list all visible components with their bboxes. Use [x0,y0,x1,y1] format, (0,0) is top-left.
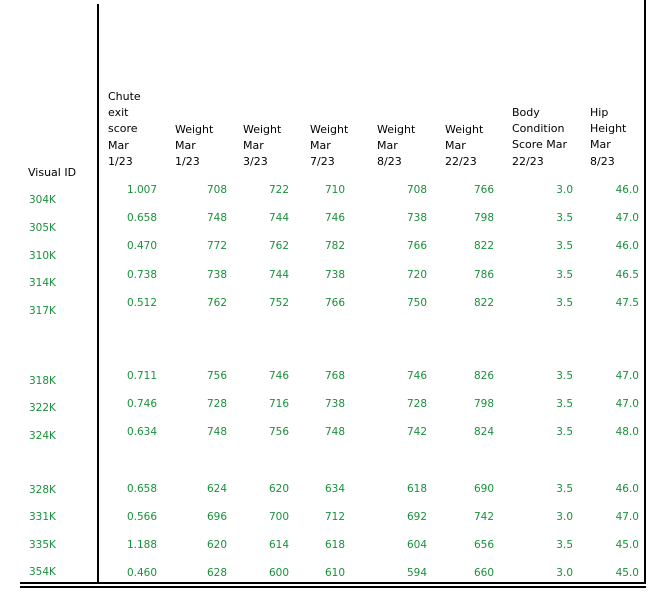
cell-body-condition-score: 3.5 [556,398,573,410]
header-visual-id: Visual ID [28,166,77,179]
cell-weight-mar-1: 624 [206,483,227,495]
cell-weight-mar-22: 786 [473,269,494,281]
cell-weight-mar-1: 762 [206,297,227,309]
cell-weight-mar-3: 746 [268,370,289,382]
cell-weight-mar-7: 610 [324,567,345,579]
cell-body-condition-score: 3.5 [556,212,573,224]
cell-chute-exit-score: 0.634 [126,426,157,438]
header-weight-mar-3: Weight Mar 3/23 [243,123,282,169]
cell-weight-mar-22: 798 [473,212,494,224]
bottom-border-bottom [20,586,646,588]
cell-weight-mar-3: 700 [268,511,289,523]
cell-chute-exit-score: 1.188 [126,539,157,551]
cell-hip-height: 47.0 [615,511,639,523]
cell-weight-mar-3: 744 [268,212,289,224]
cell-weight-mar-3: 722 [268,184,289,196]
cell-chute-exit-score: 0.566 [126,511,157,523]
cell-body-condition-score: 3.0 [556,184,573,196]
cell-weight-mar-3: 600 [268,567,289,579]
cell-chute-exit-score: 0.746 [126,398,157,410]
cell-body-condition-score: 3.5 [556,240,573,252]
header-weight-mar-7: Weight Mar 7/23 [310,123,349,169]
cell-weight-mar-3: 614 [268,539,289,551]
cell-chute-exit-score: 0.658 [126,212,157,224]
bottom-border-top [20,582,646,584]
cell-weight-mar-1: 696 [206,511,227,523]
cell-weight-mar-7: 768 [324,370,345,382]
cell-weight-mar-7: 746 [324,212,345,224]
cell-weight-mar-22: 822 [473,297,494,309]
cell-hip-height: 46.5 [615,269,639,281]
cell-weight-mar-22: 822 [473,240,494,252]
column-divider [97,4,99,582]
cell-weight-mar-1: 772 [206,240,227,252]
cell-body-condition-score: 3.0 [556,511,573,523]
right-border [644,0,646,584]
cell-weight-mar-8: 604 [406,539,427,551]
cell-weight-mar-1: 728 [206,398,227,410]
cell-chute-exit-score: 0.512 [126,297,157,309]
visual-id-cell: 335K [29,539,56,551]
cell-body-condition-score: 3.0 [556,567,573,579]
cell-hip-height: 46.0 [615,483,639,495]
cell-chute-exit-score: 0.470 [126,240,157,252]
cell-weight-mar-7: 712 [324,511,345,523]
visual-id-cell: 314K [29,277,56,289]
cell-hip-height: 47.0 [615,212,639,224]
cell-weight-mar-1: 738 [206,269,227,281]
cell-weight-mar-8: 738 [406,212,427,224]
visual-id-cell: 322K [29,402,56,414]
cell-weight-mar-8: 750 [406,297,427,309]
cell-weight-mar-22: 798 [473,398,494,410]
cell-weight-mar-22: 824 [473,426,494,438]
cell-weight-mar-7: 748 [324,426,345,438]
cell-weight-mar-7: 766 [324,297,345,309]
cell-hip-height: 48.0 [615,426,639,438]
cell-chute-exit-score: 0.711 [126,370,157,382]
cell-weight-mar-7: 634 [324,483,345,495]
cell-weight-mar-22: 660 [473,567,494,579]
cell-chute-exit-score: 0.658 [126,483,157,495]
cell-body-condition-score: 3.5 [556,539,573,551]
cell-hip-height: 46.0 [615,240,639,252]
cell-hip-height: 45.0 [615,567,639,579]
header-chute-exit-score: Chute exit score Mar 1/23 [108,90,141,168]
cell-weight-mar-7: 618 [324,539,345,551]
cell-body-condition-score: 3.5 [556,297,573,309]
cell-weight-mar-1: 756 [206,370,227,382]
cell-chute-exit-score: 0.460 [126,567,157,579]
cell-weight-mar-8: 766 [406,240,427,252]
cell-weight-mar-1: 748 [206,212,227,224]
cell-weight-mar-3: 744 [268,269,289,281]
visual-id-cell: 305K [29,222,56,234]
cell-weight-mar-22: 826 [473,370,494,382]
visual-id-cell: 328K [29,484,56,496]
cell-weight-mar-3: 716 [268,398,289,410]
cell-weight-mar-3: 752 [268,297,289,309]
cell-weight-mar-8: 746 [406,370,427,382]
visual-id-cell: 304K [29,194,56,206]
visual-id-cell: 310K [29,250,56,262]
cell-body-condition-score: 3.5 [556,483,573,495]
visual-id-cell: 331K [29,511,56,523]
cell-weight-mar-1: 628 [206,567,227,579]
cell-weight-mar-22: 742 [473,511,494,523]
cell-weight-mar-3: 762 [268,240,289,252]
cell-weight-mar-22: 656 [473,539,494,551]
header-weight-mar-1: Weight Mar 1/23 [175,123,214,169]
cell-hip-height: 47.0 [615,398,639,410]
cell-weight-mar-8: 742 [406,426,427,438]
cell-weight-mar-8: 618 [406,483,427,495]
visual-id-cell: 318K [29,375,56,387]
cell-weight-mar-7: 738 [324,398,345,410]
cell-chute-exit-score: 1.007 [126,184,157,196]
cell-weight-mar-3: 620 [268,483,289,495]
visual-id-cell: 317K [29,305,56,317]
visual-id-cell: 354K [29,566,56,578]
header-weight-mar-8: Weight Mar 8/23 [377,123,416,169]
cell-body-condition-score: 3.5 [556,370,573,382]
cell-weight-mar-22: 690 [473,483,494,495]
cell-weight-mar-22: 766 [473,184,494,196]
cell-weight-mar-7: 710 [324,184,345,196]
header-weight-mar-22: Weight Mar 22/23 [445,123,484,169]
cell-weight-mar-8: 720 [406,269,427,281]
cell-body-condition-score: 3.5 [556,426,573,438]
cell-weight-mar-1: 748 [206,426,227,438]
cell-weight-mar-1: 620 [206,539,227,551]
cell-weight-mar-8: 692 [406,511,427,523]
cell-weight-mar-8: 728 [406,398,427,410]
header-body-condition-score: Body Condition Score Mar 22/23 [512,106,568,168]
cell-weight-mar-7: 738 [324,269,345,281]
cell-weight-mar-3: 756 [268,426,289,438]
cell-body-condition-score: 3.5 [556,269,573,281]
cell-weight-mar-8: 594 [406,567,427,579]
cell-hip-height: 47.0 [615,370,639,382]
cell-hip-height: 47.5 [615,297,639,309]
cell-weight-mar-7: 782 [324,240,345,252]
cell-hip-height: 45.0 [615,539,639,551]
cell-weight-mar-8: 708 [406,184,427,196]
visual-id-cell: 324K [29,430,56,442]
cell-chute-exit-score: 0.738 [126,269,157,281]
cell-hip-height: 46.0 [615,184,639,196]
header-hip-height: Hip Height Mar 8/23 [590,106,627,168]
cell-weight-mar-1: 708 [206,184,227,196]
